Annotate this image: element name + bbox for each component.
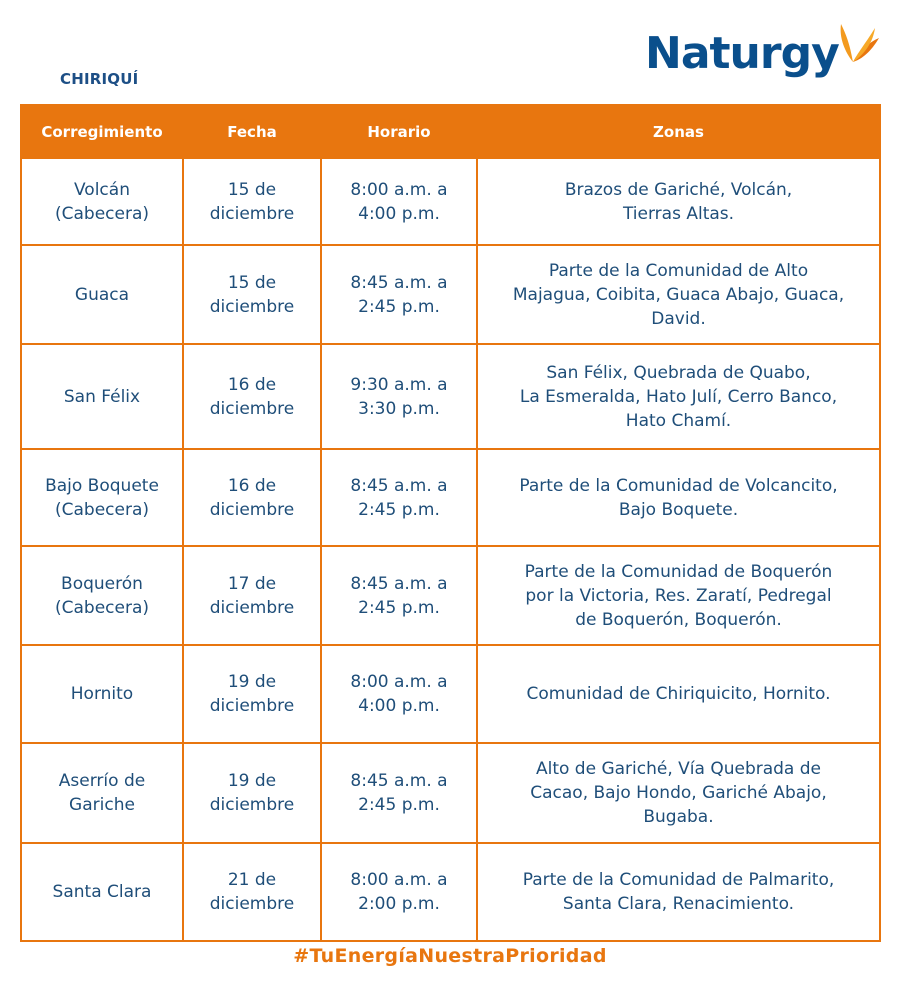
cell-line: David. [651,308,706,329]
cell-zonas [477,158,880,245]
cell-horario [321,743,477,843]
cell-line: Hato Chamí. [625,410,732,431]
naturgy-logo [645,18,885,90]
table-row [21,743,880,843]
cell-corregimiento [21,449,183,546]
cell-line: diciembre [209,597,295,618]
cell-line: 9:30 a.m. a [350,374,448,395]
cell-line: Aserrío de [58,771,146,791]
cell-line: Parte de la Comunidad de Palmarito, [522,870,835,890]
cell-corregimiento [21,344,183,449]
cell-line: Alto de Gariché, Vía Quebrada de [535,759,821,779]
cell-zonas [477,245,880,344]
cell-corregimiento [21,645,183,743]
cell-fecha [183,743,321,843]
cell-fecha [183,245,321,344]
cell-zonas [477,743,880,843]
schedule-table [20,104,881,942]
cell-line: Tierras Altas. [622,203,735,224]
header-horario: Horario [321,105,477,158]
cell-line: San Félix [63,386,141,407]
cell-line: por la Victoria, Res. Zaratí, Pedregal [525,585,832,606]
cell-horario [321,449,477,546]
cell-line: diciembre [209,696,295,716]
cell-line: 8:00 a.m. a [350,179,448,200]
cell-line: 15 de [227,272,277,293]
cell-fecha [183,645,321,743]
table-row [21,645,880,743]
cell-line: (Cabecera) [54,597,149,618]
cell-line: diciembre [209,296,295,317]
cell-line: Brazos de Gariché, Volcán, [564,179,793,200]
cell-line: (Cabecera) [54,203,149,224]
butterfly-icon [833,18,881,70]
cell-line: 2:45 p.m. [358,296,440,317]
cell-fecha [183,546,321,645]
cell-line: Volcán [74,179,130,200]
header-corregimiento: Corregimiento [21,105,183,158]
footer-hashtag: #TuEnergíaNuestraPrioridad [293,945,607,967]
table-row [21,245,880,344]
cell-fecha [183,344,321,449]
header-zonas: Zonas [477,105,880,158]
cell-corregimiento [21,245,183,344]
cell-line: Parte de la Comunidad de Alto [548,260,809,281]
table-row [21,449,880,546]
logo-wordmark: Naturgy [645,28,839,79]
cell-line: 4:00 p.m. [358,203,440,224]
cell-line: 4:00 p.m. [358,696,440,716]
cell-line: Bugaba. [643,807,714,827]
table-header-row [21,105,880,158]
cell-line: Parte de la Comunidad de Boquerón [524,561,833,582]
header-fecha: Fecha [183,105,321,158]
region-title: CHIRIQUÍ [60,70,139,88]
cell-line: 8:45 a.m. a [350,475,448,496]
cell-line: San Félix, Quebrada de Quabo, [546,362,811,383]
cell-line: 2:45 p.m. [358,795,440,815]
cell-line: diciembre [209,203,295,224]
cell-line: La Esmeralda, Hato Julí, Cerro Banco, [519,386,838,407]
cell-line: 8:45 a.m. a [350,771,448,791]
cell-line: 8:45 a.m. a [350,573,448,594]
table-row [21,546,880,645]
cell-horario [321,245,477,344]
cell-fecha [183,449,321,546]
cell-zonas [477,546,880,645]
table-row [21,843,880,941]
cell-line: Bajo Boquete [45,475,159,496]
cell-line: 16 de [227,374,277,395]
cell-line: Comunidad de Chiriquicito, Hornito. [526,684,831,704]
cell-line: Parte de la Comunidad de Volcancito, [519,475,838,496]
cell-horario [321,158,477,245]
cell-line: diciembre [209,398,295,419]
cell-corregimiento [21,843,183,941]
cell-line: (Cabecera) [54,499,149,520]
cell-line: Santa Clara, Renacimiento. [562,894,795,914]
cell-line: 15 de [227,179,277,200]
table-row [21,158,880,245]
cell-line: Santa Clara [52,882,152,902]
cell-zonas [477,344,880,449]
cell-line: 2:45 p.m. [358,597,440,618]
cell-line: 2:45 p.m. [358,499,440,520]
cell-line: 17 de [227,573,277,594]
cell-line: Cacao, Bajo Hondo, Gariché Abajo, [530,783,827,803]
cell-line: 16 de [227,475,277,496]
cell-line: 19 de [227,672,277,692]
cell-zonas [477,843,880,941]
cell-line: 8:45 a.m. a [350,272,448,293]
cell-line: diciembre [209,894,295,914]
cell-corregimiento [21,546,183,645]
cell-line: Bajo Boquete. [618,499,739,520]
cell-line: diciembre [209,795,295,815]
cell-line: 3:30 p.m. [358,398,440,419]
cell-fecha [183,843,321,941]
table-row [21,344,880,449]
cell-line: 8:00 a.m. a [350,672,448,692]
cell-horario [321,344,477,449]
cell-line: diciembre [209,499,295,520]
cell-horario [321,645,477,743]
cell-corregimiento [21,743,183,843]
cell-fecha [183,158,321,245]
cell-zonas [477,449,880,546]
cell-line: 8:00 a.m. a [350,870,448,890]
cell-line: 19 de [227,771,277,791]
cell-line: 21 de [227,870,277,890]
cell-line: Hornito [70,684,134,704]
cell-horario [321,546,477,645]
cell-line: Boquerón [61,573,143,594]
cell-zonas [477,645,880,743]
cell-line: 2:00 p.m. [358,894,440,914]
cell-horario [321,843,477,941]
cell-corregimiento [21,158,183,245]
cell-line: Guaca [74,284,130,305]
cell-line: Gariche [69,795,135,815]
cell-line: Majagua, Coibita, Guaca Abajo, Guaca, [512,284,845,305]
cell-line: de Boquerón, Boquerón. [575,609,782,630]
